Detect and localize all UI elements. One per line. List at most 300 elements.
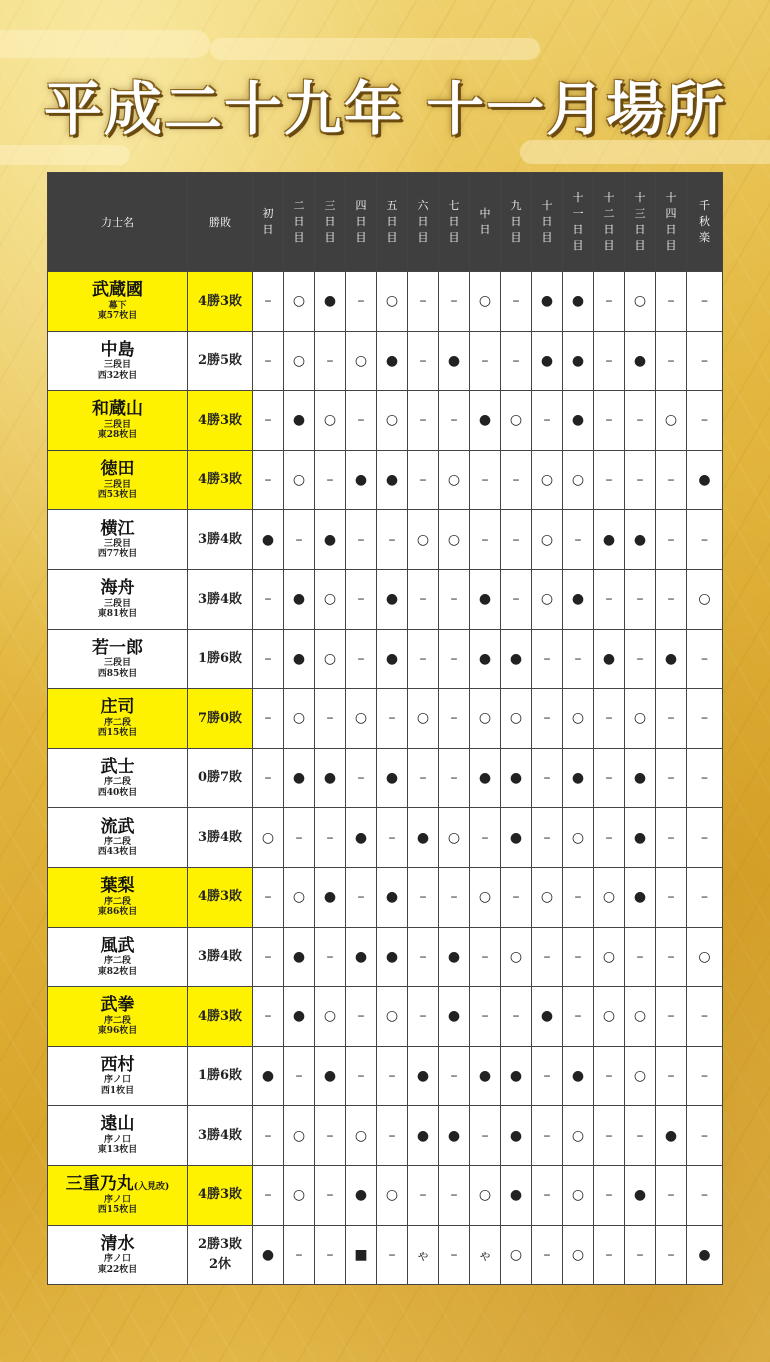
result-cell: – [656,1165,687,1225]
header-day-label: 十一日目 [572,191,584,252]
result-cell: ○ [625,1046,656,1106]
result-cell: ● [439,331,470,391]
table-row [48,391,723,451]
result-cell: ○ [532,510,563,570]
wrestler-division: 三段目 [103,419,131,430]
result-cell: – [408,272,439,332]
result-cell: – [284,808,315,868]
record-text: 3勝4敗 [197,829,243,845]
result-cell: – [284,510,315,570]
wrestler-cell [48,629,188,689]
record-cell [188,1046,253,1106]
wrestler-name-text: 三重乃丸 [65,1174,134,1195]
result-cell: – [253,748,284,808]
result-cell: – [253,450,284,510]
result-cell: ○ [501,689,532,749]
result-cell: ○ [377,987,408,1047]
header-day-label: 五日目 [386,199,398,244]
result-cell: ○ [656,391,687,451]
record-cell [188,391,253,451]
result-cell: – [253,272,284,332]
result-cell: – [501,569,532,629]
wrestler-name-text: 和蔵山 [92,399,143,420]
table-row [48,927,723,987]
wrestler-cell [48,391,188,451]
record-text: 2勝3敗 [197,1237,243,1253]
wrestler-name [48,1115,187,1135]
result-cell: – [563,629,594,689]
result-cell: – [408,1165,439,1225]
result-cell: – [656,1225,687,1285]
result-cell: ● [625,748,656,808]
result-cell: ● [377,867,408,927]
result-cell: – [346,629,377,689]
result-cell: ● [625,510,656,570]
result-cell: – [439,272,470,332]
result-cell: – [532,1106,563,1166]
wrestler-name [48,996,187,1016]
result-cell: ● [501,1106,532,1166]
wrestler-name [48,281,187,301]
result-cell: ○ [563,689,594,749]
result-cell: ● [346,450,377,510]
wrestler-cell [48,748,188,808]
wrestler-division: 三段目 [103,658,131,669]
result-cell: ● [594,510,625,570]
result-cell: – [439,748,470,808]
wrestler-cell [48,1046,188,1106]
result-cell: – [253,391,284,451]
wrestler-rank: 東13枚目 [97,1145,138,1156]
result-cell: – [253,867,284,927]
wrestler-name-text: 風武 [100,935,135,956]
result-cell: ● [439,1106,470,1166]
result-cell: ○ [470,1165,501,1225]
result-cell: ● [532,272,563,332]
wrestler-rank: 西53枚目 [97,489,138,500]
result-cell: ● [408,1046,439,1106]
record-text: 7勝0敗 [197,710,243,726]
result-cell: ■ [346,1225,377,1285]
result-cell: – [687,808,723,868]
wrestler-cell [48,689,188,749]
result-cell: ● [377,748,408,808]
result-cell: – [315,331,346,391]
result-cell: – [377,510,408,570]
result-cell: – [377,689,408,749]
result-cell: – [687,1046,723,1106]
wrestler-cell [48,987,188,1047]
result-cell: – [687,510,723,570]
result-cell: ● [408,1106,439,1166]
header-day [408,173,439,272]
header-day [470,173,501,272]
result-cell: – [656,569,687,629]
header-day [346,173,377,272]
record-cell [188,272,253,332]
result-cell: – [532,629,563,689]
result-cell: ○ [315,391,346,451]
header-day-label: 四日目 [355,199,367,244]
wrestler-name-text: 中島 [100,339,135,360]
result-cell: ● [253,1046,284,1106]
result-cell: ● [470,569,501,629]
result-cell: – [501,450,532,510]
result-cell: – [563,927,594,987]
result-cell: – [346,987,377,1047]
header-day-label: 三日目 [324,199,336,244]
result-cell: – [253,629,284,689]
result-cell: – [594,1165,625,1225]
record-cell [188,331,253,391]
wrestler-name [48,579,187,599]
result-cell: – [532,689,563,749]
result-cell: – [439,689,470,749]
wrestler-division: 序ノ口 [103,1194,131,1205]
wrestler-cell [48,1225,188,1285]
record-absence: 2休 [208,1256,232,1272]
wrestler-rank: 東86枚目 [97,907,138,917]
result-cell: ○ [346,331,377,391]
wrestler-name [48,1175,187,1195]
table-row [48,748,723,808]
wrestler-rank: 西1枚目 [100,1085,135,1096]
header-day [687,173,723,272]
wrestler-rank: 西15枚目 [97,1204,138,1215]
wrestler-division: 序二段 [103,896,131,907]
result-cell: ○ [594,867,625,927]
result-cell: ○ [625,272,656,332]
result-cell: – [439,391,470,451]
result-cell: – [532,391,563,451]
record-cell [188,1106,253,1166]
result-cell: ○ [253,808,284,868]
wrestler-rank: 西77枚目 [97,549,138,560]
result-cell: ○ [377,272,408,332]
result-cell: – [625,569,656,629]
result-cell: – [563,987,594,1047]
wrestler-rank: 西15枚目 [97,728,138,739]
wrestler-rank: 東82枚目 [97,966,138,977]
result-cell: ○ [439,450,470,510]
wrestler-name [48,758,187,778]
header-day-label: 十二日目 [603,191,615,252]
record-cell [188,1165,253,1225]
result-cell: ○ [346,1106,377,1166]
wrestler-division: 序ノ口 [103,1135,131,1146]
result-cell: ● [377,450,408,510]
result-cell: ○ [284,272,315,332]
result-cell: – [377,1046,408,1106]
wrestler-name-text: 庄司 [100,697,135,718]
result-cell: ○ [408,510,439,570]
header-day-label: 中日 [479,207,491,236]
result-cell: ○ [625,689,656,749]
wrestler-name [48,520,187,540]
header-day [315,173,346,272]
result-cell: – [377,1225,408,1285]
header-day [501,173,532,272]
result-cell: – [408,927,439,987]
result-cell: ○ [377,1165,408,1225]
result-cell: – [563,510,594,570]
result-cell: ● [501,808,532,868]
cloud-decoration [210,38,540,60]
result-cell: ゃ [408,1225,439,1285]
result-cell: ● [687,1225,723,1285]
result-cell: ● [284,748,315,808]
result-cell: – [501,510,532,570]
result-cell: – [470,331,501,391]
result-cell: – [625,629,656,689]
result-cell: ● [625,331,656,391]
result-cell: – [253,569,284,629]
wrestler-rank: 東28枚目 [97,430,138,441]
wrestler-name-text: 若一郎 [92,637,143,658]
wrestler-division: 序二段 [103,717,131,728]
result-cell: – [315,1225,346,1285]
result-cell: ○ [470,272,501,332]
header-day-label: 十四日目 [665,191,677,252]
result-cell: ○ [408,689,439,749]
result-cell: ● [687,450,723,510]
wrestler-name-text: 武士 [100,756,135,777]
result-cell: – [439,1225,470,1285]
header-day [532,173,563,272]
result-cell: – [501,987,532,1047]
result-cell: ○ [377,391,408,451]
wrestler-name-text: 葉梨 [100,876,135,897]
record-cell [188,808,253,868]
result-cell: ● [315,867,346,927]
result-cell: ○ [563,1225,594,1285]
wrestler-name [48,460,187,480]
result-cell: ● [346,927,377,987]
result-cell: – [346,510,377,570]
wrestler-division: 三段目 [103,360,131,371]
table-row [48,331,723,391]
result-cell: ● [563,391,594,451]
result-cell: – [687,331,723,391]
result-cell: – [315,689,346,749]
result-cell: – [656,987,687,1047]
result-cell: ● [470,629,501,689]
header-day [377,173,408,272]
result-cell: ○ [563,1106,594,1166]
result-cell: – [501,331,532,391]
table-row [48,689,723,749]
wrestler-rank: 東22枚目 [97,1264,138,1275]
result-cell: ○ [501,927,532,987]
record-cell [188,987,253,1047]
result-cell: ○ [532,450,563,510]
result-cell: – [439,629,470,689]
result-cell: – [594,748,625,808]
wrestler-division: 序二段 [103,777,131,788]
result-cell: – [594,1106,625,1166]
result-cell: – [253,1106,284,1166]
wrestler-rank: 西40枚目 [97,787,138,798]
result-cell: ● [656,629,687,689]
result-cell: – [656,331,687,391]
wrestler-rank: 西85枚目 [97,668,138,679]
result-cell: – [470,987,501,1047]
result-cell: – [532,1165,563,1225]
wrestler-name-text: 徳田 [100,458,135,479]
result-cell: – [532,1225,563,1285]
record-cell [188,629,253,689]
table-row [48,1046,723,1106]
result-cell: – [532,748,563,808]
result-cell: – [563,867,594,927]
result-cell: ○ [315,629,346,689]
result-cell: ● [315,272,346,332]
record-cell [188,927,253,987]
wrestler-cell [48,272,188,332]
result-cell: ● [284,569,315,629]
header-day [439,173,470,272]
result-cell: ● [408,808,439,868]
result-cell: ● [470,391,501,451]
record-cell [188,748,253,808]
wrestler-division: 序ノ口 [103,1075,131,1086]
result-cell: ● [501,629,532,689]
result-cell: – [656,867,687,927]
wrestler-division: 序二段 [103,837,131,848]
result-cell: ● [346,1165,377,1225]
result-cell: ○ [532,569,563,629]
result-cell: – [625,1106,656,1166]
table-row [48,867,723,927]
wrestler-name-text: 横江 [100,518,135,539]
wrestler-name [48,877,187,897]
result-cell: – [687,272,723,332]
result-cell: – [315,1165,346,1225]
wrestler-name [48,341,187,361]
wrestler-division: 序ノ口 [103,1254,131,1265]
header-day [594,173,625,272]
wrestler-cell [48,450,188,510]
wrestler-name [48,698,187,718]
result-cell: ○ [439,808,470,868]
result-cell: – [315,808,346,868]
result-cell: ● [470,1046,501,1106]
result-cell: ● [501,1165,532,1225]
record-text: 0勝7敗 [197,770,243,786]
result-cell: ● [284,391,315,451]
result-cell: – [315,1106,346,1166]
record-text: 4勝3敗 [197,1187,243,1203]
record-cell [188,450,253,510]
header-day-label: 初日 [262,207,274,236]
result-cell: – [284,1225,315,1285]
result-cell: ● [284,927,315,987]
result-cell: ● [439,987,470,1047]
result-cell: – [284,1046,315,1106]
record-text: 3勝4敗 [197,531,243,547]
result-cell: – [315,927,346,987]
result-cell: ○ [470,867,501,927]
table-row [48,987,723,1047]
result-cell: ● [563,748,594,808]
result-cell: ○ [284,1106,315,1166]
table-row [48,272,723,332]
result-cell: – [253,987,284,1047]
wrestler-division: 序二段 [103,1015,131,1026]
record-text: 3勝4敗 [197,1127,243,1143]
result-cell: – [625,1225,656,1285]
result-cell: – [470,510,501,570]
result-cell: – [594,689,625,749]
result-cell: – [532,808,563,868]
result-cell: – [346,748,377,808]
table-row [48,1106,723,1166]
result-cell: ○ [470,689,501,749]
result-cell: ● [315,1046,346,1106]
result-cell: – [532,1046,563,1106]
result-cell: – [687,689,723,749]
wrestler-name [48,937,187,957]
wrestler-division: 序二段 [103,956,131,967]
record-cell [188,867,253,927]
result-cell: – [656,748,687,808]
header-day [656,173,687,272]
wrestler-rank: 東57枚目 [97,311,138,322]
wrestler-division: 幕下 [108,300,127,311]
result-cell: ● [625,808,656,868]
header-day [284,173,315,272]
header-day-label: 十三日目 [634,191,646,252]
result-cell: ● [377,331,408,391]
header-day [625,173,656,272]
result-cell: ゃ [470,1225,501,1285]
result-cell: – [656,272,687,332]
result-cell: ● [253,510,284,570]
result-cell: ○ [687,927,723,987]
record-text: 4勝3敗 [197,889,243,905]
result-cell: – [315,450,346,510]
record-text: 4勝3敗 [197,412,243,428]
wrestler-cell [48,867,188,927]
result-cell: – [594,272,625,332]
result-cell: – [501,272,532,332]
header-day [253,173,284,272]
record-text: 1勝6敗 [197,1068,243,1084]
result-cell: – [439,1046,470,1106]
wrestler-rank: 東81枚目 [97,609,138,620]
wrestler-rank: 西43枚目 [97,847,138,858]
result-cell: – [470,1106,501,1166]
result-cell: – [656,689,687,749]
result-cell: ○ [563,808,594,868]
result-cell: – [594,1046,625,1106]
result-cell: – [408,987,439,1047]
result-cell: – [594,808,625,868]
result-cell: – [346,391,377,451]
wrestler-name-note: (入見改) [133,1182,170,1193]
record-cell [188,1225,253,1285]
result-cell: ● [625,1165,656,1225]
table-row [48,510,723,570]
result-cell: ○ [284,689,315,749]
result-cell: ● [253,1225,284,1285]
result-cell: ○ [625,987,656,1047]
result-cell: ○ [501,391,532,451]
result-cell: ● [625,867,656,927]
result-cell: – [253,689,284,749]
result-cell: ○ [346,689,377,749]
header-day [563,173,594,272]
